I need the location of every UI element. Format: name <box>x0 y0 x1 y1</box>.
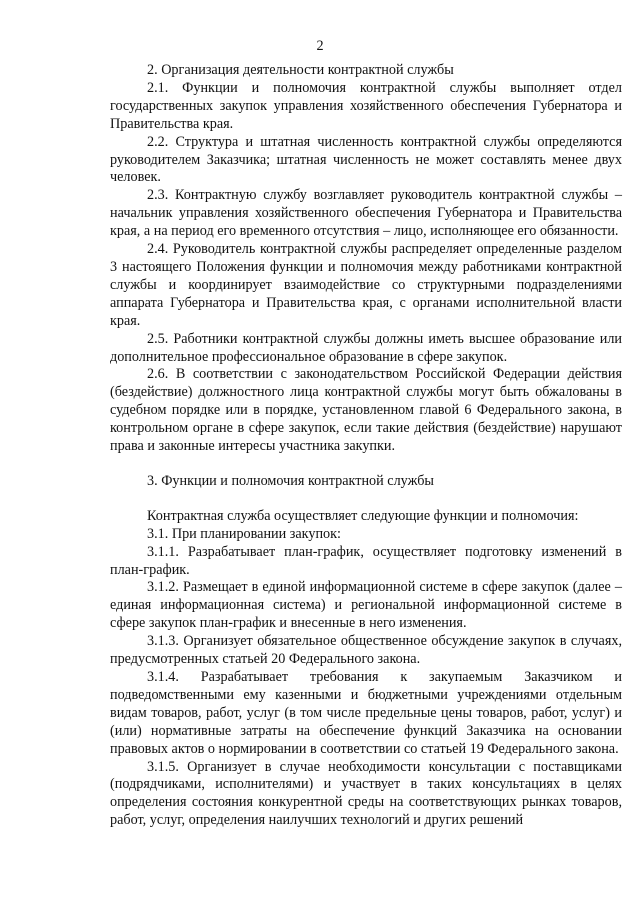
paragraph-3-1-4: 3.1.4. Разрабатывает требования к закупаемым Заказчиком и подведомственными ему казенными и бюджетными учреждениями отдельным видам товаров, работ, услуг (в том числе предельные цены товаров, работ, услуг) и (или) нормативные затраты на обеспечение функций Заказчика на основании правовых актов о нормировании в соответствии со статьей 19 Федерального закона. <box>110 669 622 757</box>
paragraph-2-5: 2.5. Работники контрактной службы должны иметь высшее образование или дополнительное профессиональное образование в сфере закупок. <box>110 330 622 365</box>
paragraph-3-1-5: 3.1.5. Организует в случае необходимости консультации с поставщиками (подрядчиками, исполнителями) и участвует в таких консультациях в целях определения состояния конкурентной среды на соответствующих рынках товаров, работ, услуг, определения наилучших технологий и других решений <box>110 758 622 829</box>
section-2-heading: 2. Организация деятельности контрактной службы <box>147 62 454 78</box>
page-number: 2 <box>316 38 324 54</box>
section-spacer <box>110 456 622 473</box>
section-3-heading: 3. Функции и полномочия контрактной службы <box>147 472 434 489</box>
paragraph-2-2: 2.2. Структура и штатная численность контрактной службы определяются руководителем Заказчика; штатная численность не может составлять менее двух человек. <box>110 133 622 186</box>
paragraph-2-6: 2.6. В соответствии с законодательством Российской Федерации действия (бездействие) должностного лица контрактной службы могут быть обжалованы в судебном порядке или в порядке, установленном главой 6 Федерального закона, в контрольном органе в сфере закупок, если такие действия (бездействие) нарушают права и законные интересы участника закупки. <box>110 366 622 455</box>
paragraph-3-1-1: 3.1.1. Разрабатывает план-график, осуществляет подготовку изменений в план-график. <box>110 543 622 578</box>
paragraph-3-intro: Контрактная служба осуществляет следующие функции и полномочия: <box>147 507 579 524</box>
paragraph-3-1-2: 3.1.2. Размещает в единой информационной системе в сфере закупок (далее – единая информационная система) и региональной информационной системе в сфере закупок план-график и внесенные в него изменения. <box>110 579 622 632</box>
paragraph-3-1-3: 3.1.3. Организует обязательное общественное обсуждение закупок в случаях, предусмотренных статьей 20 Федерального закона. <box>110 633 622 668</box>
heading-spacer <box>110 491 622 508</box>
paragraph-2-4: 2.4. Руководитель контрактной службы распределяет определенные разделом 3 настоящего Положения функции и полномочия между работниками контрактной службы и координирует взаимодействие со структурными подразделениями аппарата Губернатора и Правительства края, с органами исполнительной власти края. <box>110 241 622 329</box>
document-body <box>110 62 622 830</box>
paragraph-2-1: 2.1. Функции и полномочия контрактной службы выполняет отдел государственных закупок управления хозяйственного обеспечения Губернатора и Правительства края. <box>110 79 622 132</box>
paragraph-3-1: 3.1. При планировании закупок: <box>147 525 341 542</box>
paragraph-2-3: 2.3. Контрактную службу возглавляет руководитель контрактной службы – начальник управления хозяйственного обеспечения Губернатора и Правительства края, а на период его временного отсутствия – лицо, исполняющее его обязанности. <box>110 187 622 240</box>
